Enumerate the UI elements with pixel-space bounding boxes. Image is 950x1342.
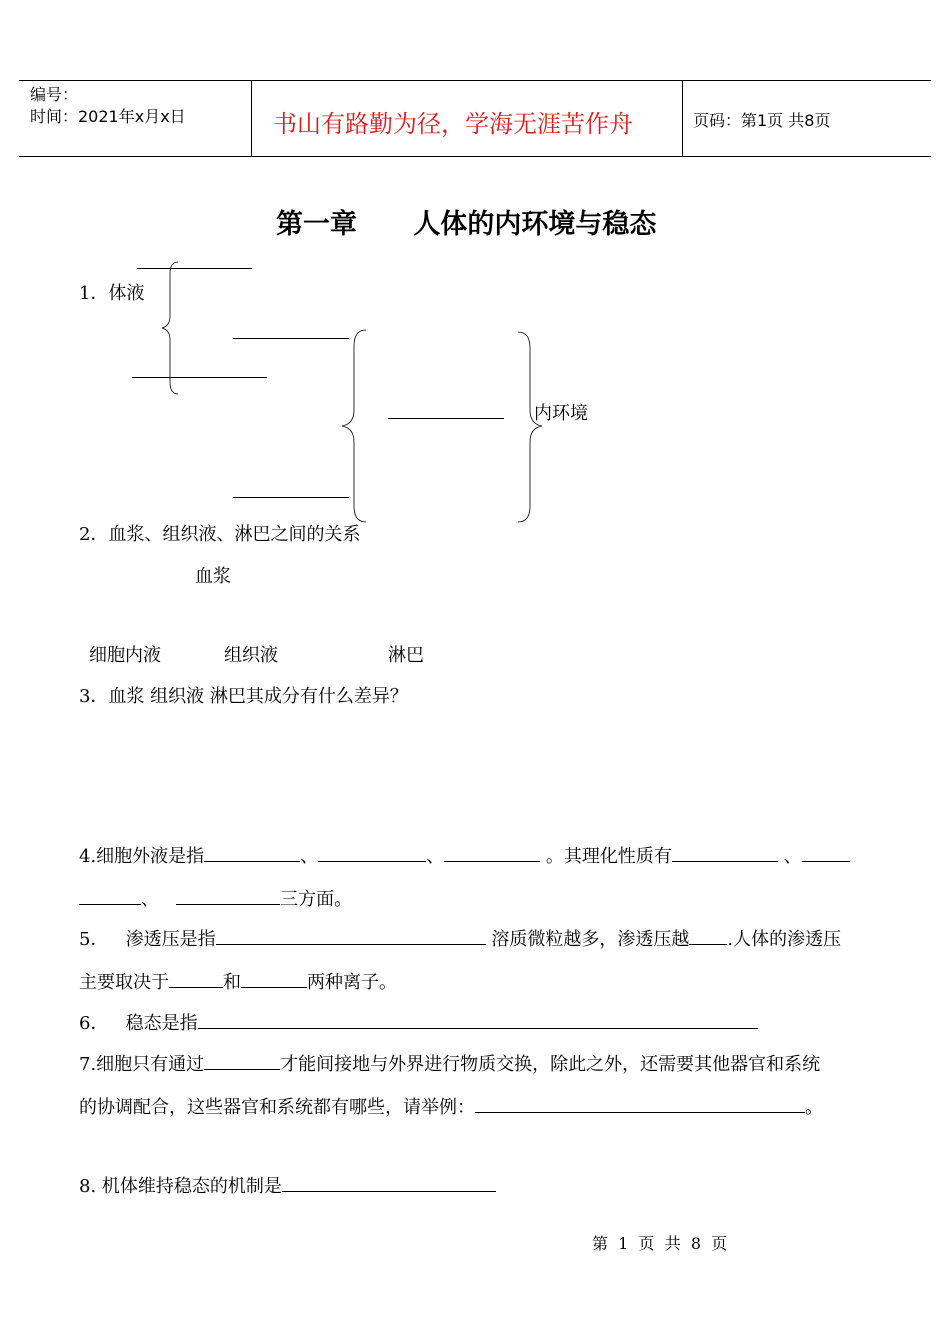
q6-line	[79, 1009, 758, 1035]
page-title: 第一章 人体的内环境与稳态	[276, 209, 657, 240]
q5-text-5: 和	[223, 972, 241, 993]
q5-line2	[79, 968, 397, 994]
q4-line1	[79, 842, 850, 868]
q8-line	[79, 1172, 496, 1198]
q5-text-1: 渗透压是指	[125, 929, 216, 950]
q6-text-1: 稳态是指	[125, 1013, 198, 1034]
q1-blank-bottom	[233, 497, 349, 498]
header-divider-2	[682, 80, 683, 157]
q5-blank-1[interactable]	[216, 926, 486, 945]
q1-blank-center	[388, 418, 504, 419]
q4-blank-5b[interactable]	[79, 886, 141, 905]
q6-blank[interactable]	[198, 1010, 758, 1029]
q8-blank[interactable]	[282, 1173, 496, 1192]
q7-text-2: 才能间接地与外界进行物质交换，除此之外，还需要其他器官和系统	[280, 1054, 821, 1075]
q2-label: 2．血浆、组织液、淋巴之间的关系	[79, 524, 361, 545]
q5-text-6: 两种离子。	[307, 972, 397, 993]
q8-text-1: 8. 机体维持稳态的机制是	[79, 1176, 282, 1197]
q1-left-brace	[158, 260, 180, 396]
q7-line2	[79, 1093, 823, 1119]
header-top-border	[19, 80, 931, 81]
q1-blank-lower	[132, 377, 267, 378]
q7-blank-2[interactable]	[475, 1094, 805, 1113]
q6-number: 6．	[79, 1013, 109, 1034]
q4-blank-1[interactable]	[204, 843, 300, 862]
q1-right-brace	[516, 330, 546, 524]
q4-line2	[79, 885, 352, 911]
q7-text-1: 7.细胞只有通过	[79, 1054, 205, 1075]
q5-text-4: 主要取决于	[79, 972, 169, 993]
q4-blank-4[interactable]	[672, 843, 778, 862]
q5-line1	[79, 925, 841, 951]
q4-text-3: 三方面。	[280, 889, 353, 910]
q2-intracellular-fluid: 细胞内液	[89, 645, 161, 666]
q1-middle-brace	[338, 328, 368, 524]
q2-tissue-fluid: 组织液	[224, 645, 278, 666]
q4-blank-6[interactable]	[176, 886, 280, 905]
q4-blank-5a[interactable]	[802, 843, 850, 862]
header-divider-1	[251, 80, 252, 157]
q1-inner-environment-label: 内环境	[534, 403, 588, 424]
page-footer: 第 1 页 共 8 页	[592, 1234, 728, 1253]
q2-plasma: 血浆	[195, 566, 231, 587]
header-motto: 书山有路勤为径，学海无涯苦作舟	[273, 110, 633, 138]
q1-blank-top	[137, 268, 252, 269]
q5-blank-3[interactable]	[169, 969, 223, 988]
q5-blank-2[interactable]	[689, 926, 727, 945]
q3-label: 3．血浆 组织液 淋巴其成分有什么差异？	[79, 686, 408, 707]
q7-text-3: 的协调配合，这些器官和系统都有哪些，请举例：	[79, 1097, 475, 1118]
q4-blank-2[interactable]	[318, 843, 426, 862]
q5-number: 5．	[79, 929, 109, 950]
q5-blank-4[interactable]	[241, 969, 307, 988]
q4-text-2: 。其理化性质有	[540, 846, 672, 867]
q4-sep-3: 、	[777, 846, 802, 867]
header-bottom-border	[19, 156, 931, 157]
q4-text-1: 4.细胞外液是指	[79, 846, 205, 867]
q5-text-3: .人体的渗透压	[727, 929, 842, 950]
q4-blank-3[interactable]	[444, 843, 540, 862]
q7-blank-1[interactable]	[204, 1051, 280, 1070]
q4-sep-1: 、	[300, 846, 319, 867]
q1-label: 1．体液	[79, 283, 145, 304]
header-page-info: 页码：第1页 共8页	[693, 111, 831, 130]
q2-lymph: 淋巴	[388, 645, 424, 666]
q5-text-2: 溶质微粒越多，渗透压越	[485, 929, 690, 950]
q7-line1	[79, 1050, 820, 1076]
q1-blank-mid	[233, 338, 349, 339]
q4-sep-4: 、	[141, 889, 159, 910]
q4-sep-2: 、	[426, 846, 445, 867]
header-number-label: 编号：	[30, 85, 79, 104]
q7-text-4: 。	[805, 1097, 823, 1118]
header-time-label: 时间：2021年x月x日	[30, 107, 186, 126]
